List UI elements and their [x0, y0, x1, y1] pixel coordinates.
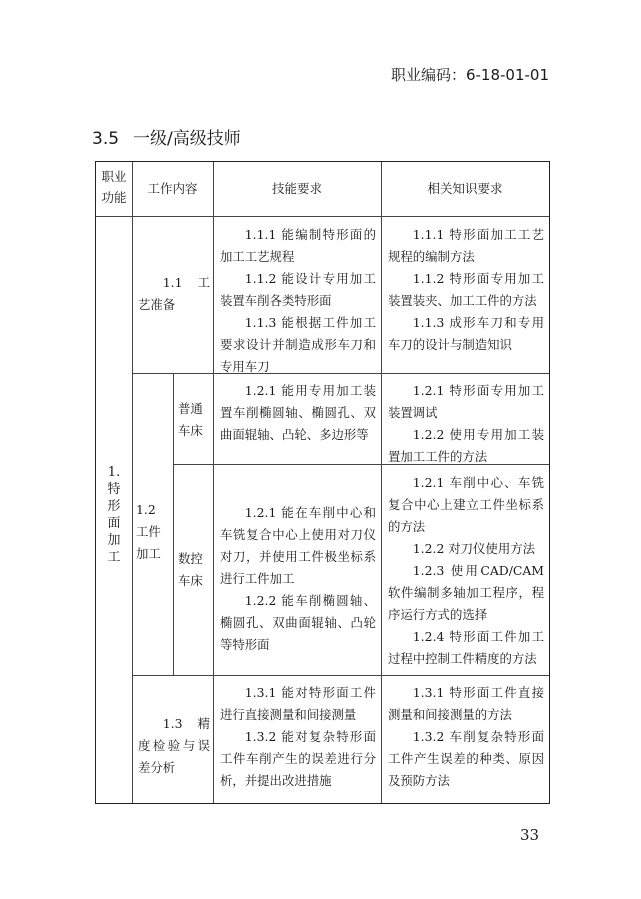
section-heading — [92, 124, 241, 149]
function-name: 1. 特 形 面 加 工 — [107, 465, 121, 565]
header-content: 工作内容 — [147, 181, 198, 196]
page-number: 33 — [520, 826, 540, 844]
content-1-2: 1.2 工件加工 — [136, 502, 161, 561]
skills-1-1: 1.1.1 能编制特形面的加工工艺规程 1.1.2 能设计专用加工装置车削各类特形面 1.1.3 能根据工件加工要求设计并制造成形车刀和专用车刀 — [220, 227, 376, 374]
header-skills: 技能要求 — [271, 181, 322, 196]
content-1-2-cnc: 数控车床 — [178, 551, 203, 588]
knowledge-1-1: 1.1.1 特形面加工工艺规程的编制方法 1.1.2 特形面专用加工装置装夹、加工工件的方法 1.1.3 成形车刀和专用车刀的设计与制造知识 — [388, 227, 544, 352]
content-1-1: 1.1 工艺准备 — [138, 275, 210, 312]
knowledge-1-2-cnc: 1.2.1 车削中心、车铣复合中心上建立工件坐标系的方法 1.2.2 对刀仪使用方法 1.2.3 使用CAD/CAM软件编制多轴加工程序，程序运行方式的选择 1.2.4 特形面工件加工过程中控制工件精度的方法 — [388, 475, 544, 666]
section-number: 3.5 — [92, 129, 120, 149]
content-1-3: 1.3 精度检验与误差分析 — [138, 716, 210, 775]
knowledge-1-2-lathe: 1.2.1 特形面专用加工装置调试 1.2.2 使用专用加工装置加工工件的方法 — [388, 383, 544, 464]
header-knowledge: 相关知识要求 — [427, 181, 503, 196]
occupation-code: 职业编码：6-18-01-01 — [390, 66, 549, 84]
skills-table — [95, 161, 550, 804]
skills-1-2-lathe: 1.2.1 能用专用加工装置车削椭圆轴、椭圆孔、双曲面辊轴、凸轮、多边形等 — [220, 383, 376, 442]
knowledge-1-3: 1.3.1 特形面工件直接测量和间接测量的方法 1.3.2 车削复杂特形面工件产生误差的种类、原因及预防方法 — [388, 685, 544, 788]
skills-1-2-cnc: 1.2.1 能在车削中心和车铣复合中心上使用对刀仪对刀，并使用工件极坐标系进行工件加工 1.2.2 能车削椭圆轴、椭圆孔、双曲面辊轴、凸轮等特形面 — [220, 505, 376, 652]
content-1-2-lathe: 普通车床 — [178, 401, 203, 438]
header-function: 职业功能 — [101, 169, 127, 205]
section-title: 一级/高级技师 — [133, 129, 241, 149]
skills-1-3: 1.3.1 能对特形面工件进行直接测量和间接测量 1.3.2 能对复杂特形面工件车削产生的误差进行分析，并提出改进措施 — [220, 685, 376, 788]
